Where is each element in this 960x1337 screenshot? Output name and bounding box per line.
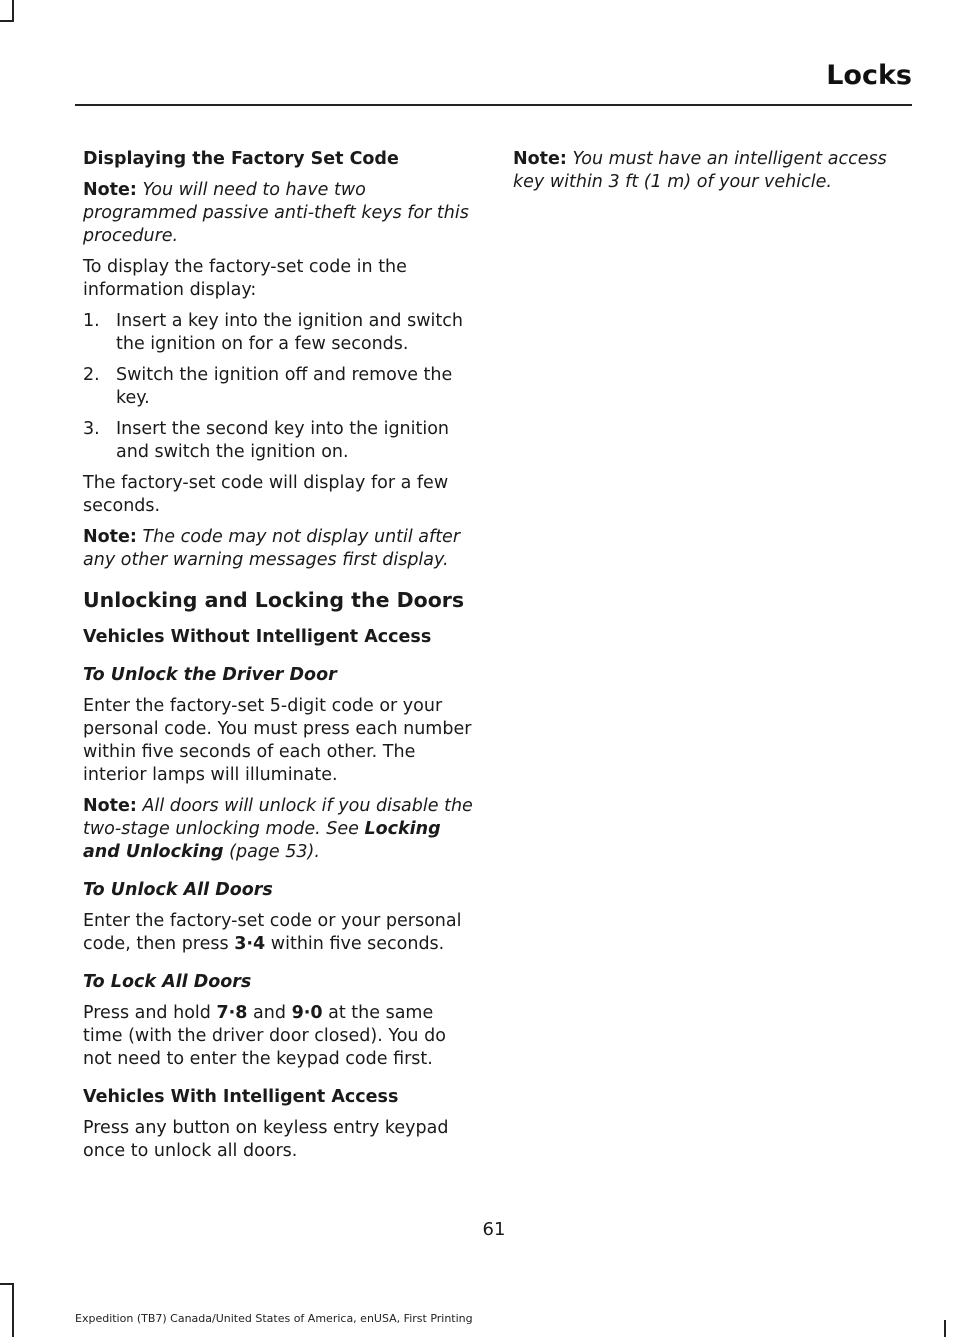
factory-code-steps <box>83 310 475 464</box>
unlock-all-text: within five seconds. <box>270 934 445 954</box>
footer-text: Expedition (TB7) Canada/United States of America, enUSA, First Printing <box>75 1312 473 1325</box>
unlock-all-text: Enter the factory-set code or your personal code, then press <box>83 911 462 954</box>
note-label: Note: <box>83 527 137 547</box>
note-label: Note: <box>83 180 137 200</box>
heading-without-intelligent-access: Vehicles Without Intelligent Access <box>83 627 432 647</box>
step-number: 3. <box>83 419 100 439</box>
lock-all-paragraph <box>83 1002 475 1071</box>
heading-with-intelligent-access: Vehicles With Intelligent Access <box>83 1087 399 1107</box>
crop-mark-top-left-h <box>0 20 14 22</box>
crop-mark-bottom-left-v <box>12 1283 14 1337</box>
note-warning-messages <box>83 526 475 572</box>
keypad-key: 3·4 <box>234 934 266 954</box>
crop-mark-bottom-right <box>944 1320 946 1337</box>
note-text: All doors will unlock if you disable the two-stage unlocking mode. See <box>83 796 473 839</box>
note-intelligent-access-key <box>513 148 907 194</box>
page-reference: (page 53). <box>229 842 320 862</box>
page-title: Locks <box>826 60 912 91</box>
note-passive-keys <box>83 179 475 248</box>
list-item <box>83 310 475 356</box>
heading-unlock-driver-door: To Unlock the Driver Door <box>83 665 337 685</box>
display-paragraph: The factory-set code will display for a few seconds. <box>83 473 449 516</box>
page-number: 61 <box>482 1219 506 1240</box>
right-column <box>513 146 907 194</box>
left-column <box>83 146 475 1163</box>
step-text: Insert the second key into the ignition and switch the ignition on. <box>116 419 450 462</box>
crop-mark-bottom-left-h <box>0 1283 14 1285</box>
crop-mark-top-left-v <box>12 0 14 22</box>
header-divider <box>75 104 912 106</box>
note-label: Note: <box>513 149 567 169</box>
note-text: You will need to have two programmed passive anti-theft keys for this procedure. <box>83 180 469 246</box>
heading-unlock-all-doors: To Unlock All Doors <box>83 880 273 900</box>
keypad-key: 9·0 <box>291 1003 323 1023</box>
with-intelligent-access-paragraph: Press any button on keyless entry keypad once to unlock all doors. <box>83 1118 449 1161</box>
step-number: 2. <box>83 365 100 385</box>
heading-factory-set-code: Displaying the Factory Set Code <box>83 149 399 169</box>
cross-reference-link[interactable]: Locking and Unlocking <box>83 819 441 862</box>
step-number: 1. <box>83 311 100 331</box>
unlock-all-paragraph <box>83 910 475 956</box>
list-item <box>83 418 475 464</box>
step-text: Switch the ignition off and remove the key. <box>116 365 453 408</box>
list-item <box>83 364 475 410</box>
lock-all-text: at the same time (with the driver door closed). You do not need to enter the keypad code first. <box>83 1003 446 1069</box>
unlock-driver-paragraph: Enter the factory-set 5-digit code or your personal code. You must press each number within five seconds of each other. The interior lamps will illuminate. <box>83 696 472 785</box>
note-text: The code may not display until after any other warning messages first display. <box>83 527 461 570</box>
heading-lock-all-doors: To Lock All Doors <box>83 972 252 992</box>
step-text: Insert a key into the ignition and switch the ignition on for a few seconds. <box>116 311 463 354</box>
lock-all-text: Press and hold <box>83 1003 211 1023</box>
keypad-key: 7·8 <box>216 1003 248 1023</box>
heading-unlocking-locking: Unlocking and Locking the Doors <box>83 588 465 612</box>
note-text: You must have an intelligent access key within 3 ft (1 m) of your vehicle. <box>513 149 887 192</box>
note-two-stage <box>83 795 475 864</box>
lock-all-text: and <box>253 1003 286 1023</box>
intro-paragraph: To display the factory-set code in the information display: <box>83 257 407 300</box>
note-label: Note: <box>83 796 137 816</box>
